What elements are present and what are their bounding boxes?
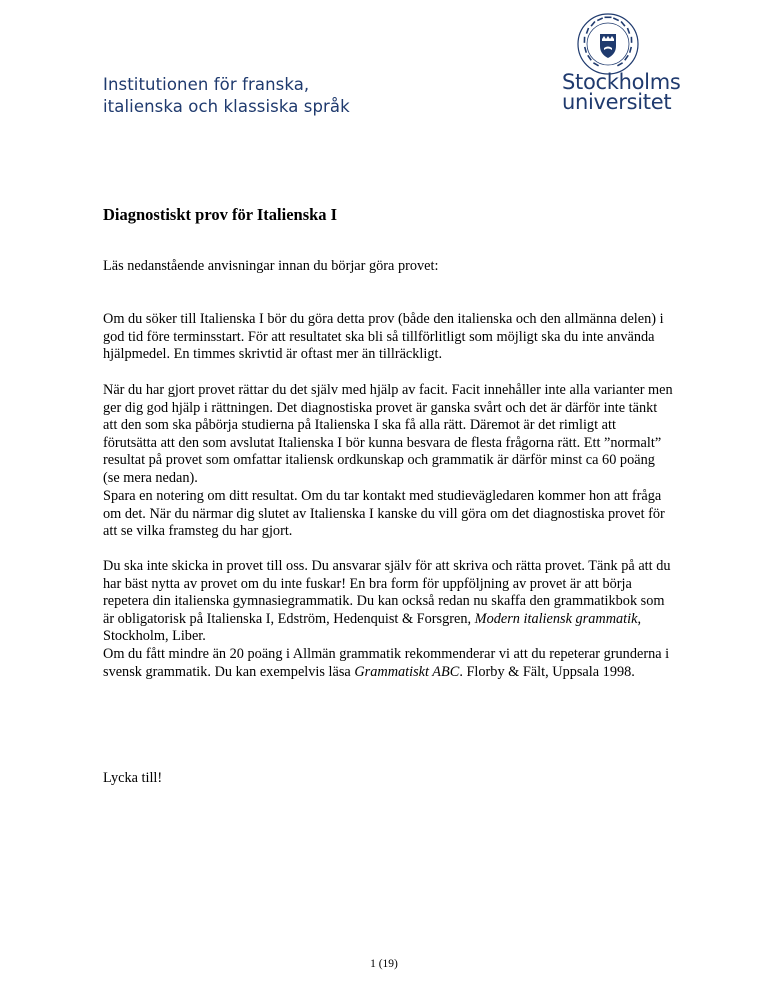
paragraph-2 [103, 382, 673, 487]
paragraph-3 [103, 488, 673, 541]
university-name-line-1: Stockholms [562, 70, 681, 94]
book-title-modern-italiensk-grammatik: Modern italiensk grammatik [474, 610, 638, 627]
intro-paragraph: Läs nedanstående anvisningar innan du börjar göra provet: [103, 258, 439, 274]
paragraph-4 [103, 558, 673, 646]
closing-text: Lycka till! [103, 770, 163, 786]
book-title-grammatiskt-abc: Grammatiskt ABC [354, 663, 460, 680]
page-number: 1 (19) [370, 958, 398, 970]
paragraph-3-text: Spara en notering om ditt resultat. Om du tar kontakt med studievägledaren kommer hon att fråga om det. När du närmar dig slutet av Italienska I kanske du vill göra om det diagnostiska provet för att se vilka framsteg du har gjort. [103, 488, 665, 539]
paragraph-4-end: , Stockholm, Liber. [103, 610, 642, 644]
department-line-1: Institutionen för franska, [103, 75, 310, 94]
paragraph-1 [103, 311, 673, 364]
paragraph-5 [103, 646, 673, 681]
closing [103, 770, 673, 788]
university-wordmark [562, 72, 681, 112]
document-title: Diagnostiskt prov för Italienska I [103, 205, 338, 224]
paragraph-4-text [103, 558, 673, 646]
department-line-2: italienska och klassiska språk [103, 97, 350, 116]
paragraph-5-text [103, 646, 673, 681]
university-name-line-2: universitet [562, 90, 672, 114]
university-seal-icon [576, 12, 640, 76]
paragraph-5-body: Om du fått mindre än 20 poäng i Allmän grammatik rekommenderar vi att du repeterar grunderna i svensk grammatik. Du kan exempelvis läsa [103, 646, 670, 680]
paragraph-4-body: Du ska inte skicka in provet till oss. Du ansvarar själv för att skriva och rätta provet. Tänk på att du har bäst nytta av provet om du inte fuskar! En bra form för uppföljning av provet är att börja repetera din italienska gymnasiegrammatik. Du kan också redan nu skaffa den grammatikbok som är obligatorisk på Italienska I, Edström, Hedenquist & Forsgren, [103, 558, 671, 627]
paragraph-5-end: . Florby & Fält, Uppsala 1998. [459, 663, 635, 680]
intro-text [103, 258, 673, 276]
department-name [103, 74, 350, 118]
paragraph-2-text: När du har gjort provet rättar du det själv med hjälp av facit. Facit innehåller inte alla varianter men ger dig god hjälp i rättningen. Det diagnostiska provet är ganska svårt och det är därför inte tänkt att den som ska påbörja studierna på Italienska I ska få alla rätt. Däremot är det rimligt att förutsätta att den som avslutat Italienska I bör kunna besvara de flesta frågorna rätt. Ett ”normalt” resultat på provet som omfattar italiensk ordkunskap och grammatik är därför minst ca 60 poäng (se mera nedan). [103, 382, 673, 486]
paragraph-1-text: Om du söker till Italienska I bör du göra detta prov (både den italienska och den allmänna delen) i god tid före terminsstart. För att resultatet ska bli så tillförlitligt som möjligt ska du inte använda hjälpmedel. En timmes skrivtid är oftast mer än tillräckligt. [103, 311, 664, 362]
